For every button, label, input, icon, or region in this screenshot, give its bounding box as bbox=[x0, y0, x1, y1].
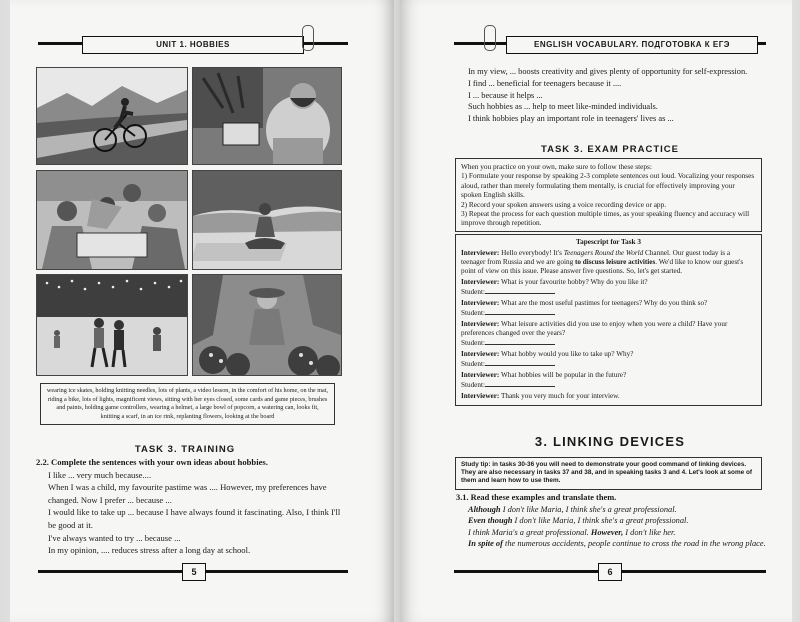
opinion-line-5: I think hobbies play an important role in teenagers' lives as ... bbox=[468, 114, 674, 124]
intro-channel-name: Teenagers Round the World bbox=[563, 248, 644, 257]
answer-line bbox=[485, 287, 555, 294]
student-label: Student: bbox=[461, 308, 485, 317]
question-2-text: What are the most useful pastimes for teenagers? Why do you think so? bbox=[501, 298, 708, 307]
example-2-keyword: Even though bbox=[468, 516, 513, 526]
photo-family-boardgame bbox=[36, 170, 188, 270]
interviewer-label: Interviewer: bbox=[461, 248, 500, 257]
opinion-line-1: In my view, ... boosts creativity and gives plenty of opportunity for self-expression. bbox=[468, 67, 748, 76]
question-3 bbox=[461, 320, 756, 349]
opinion-lines bbox=[456, 66, 766, 125]
practice-steps-box bbox=[455, 158, 762, 232]
tapescript-intro bbox=[461, 249, 756, 277]
paperclip-icon bbox=[484, 25, 496, 51]
interviewer-label: Interviewer: bbox=[461, 298, 500, 307]
question-4 bbox=[461, 350, 756, 369]
question-4-text: What hobby would you like to take up? Why? bbox=[501, 349, 634, 358]
example-4-text: the numerous accidents, people continue to cross the road in the wrong place. bbox=[502, 539, 766, 549]
answer-line bbox=[485, 308, 555, 315]
answer-line bbox=[485, 380, 555, 387]
tapescript-box bbox=[455, 234, 762, 406]
question-1-text: What is your favourite hobby? Why do you like it? bbox=[501, 277, 648, 286]
training-line-3: I would like to take up ... because I have always found it fascinating. Also, I think I'll be good at it. bbox=[48, 507, 341, 530]
answer-line bbox=[485, 359, 555, 366]
photo-woman-yoga bbox=[192, 170, 342, 270]
photo-cyclist-mountains bbox=[36, 67, 188, 165]
example-3-text: I don't like her. bbox=[623, 527, 676, 537]
interviewer-label: Interviewer: bbox=[461, 277, 500, 286]
paperclip-icon bbox=[302, 25, 314, 51]
photo-man-knitting bbox=[192, 67, 342, 165]
tapescript-title: Tapescript for Task 3 bbox=[576, 238, 641, 246]
example-3 bbox=[456, 527, 766, 539]
training-instruction: 2.2. Complete the sentences with your own ideas about hobbies. bbox=[36, 457, 268, 467]
photo-ice-rink bbox=[36, 274, 188, 376]
task-3-exam-practice-heading: TASK 3. EXAM PRACTICE bbox=[540, 144, 679, 155]
left-header-title: UNIT 1. HOBBIES bbox=[82, 36, 304, 54]
example-1-keyword: Although bbox=[468, 504, 501, 514]
right-header-rule bbox=[454, 42, 766, 57]
training-line-4: I've always wanted to try ... because ... bbox=[48, 532, 181, 543]
interviewer-label: Interviewer: bbox=[461, 319, 500, 328]
left-page bbox=[10, 0, 394, 622]
linking-instruction: 3.1. Read these examples and translate them. bbox=[456, 493, 617, 502]
question-5 bbox=[461, 371, 756, 390]
student-label: Student: bbox=[461, 380, 485, 389]
example-2 bbox=[456, 515, 766, 527]
practice-step-3: 3) Repeat the process for each question multiple times, as your speaking fluency and accuracy will improve through repetition. bbox=[461, 209, 750, 228]
practice-step-2: 2) Record your spoken answers using a voice recording device or app. bbox=[461, 199, 667, 209]
closing-line bbox=[461, 392, 756, 401]
interviewer-label: Interviewer: bbox=[461, 370, 500, 379]
question-5-text: What hobbies will be popular in the future? bbox=[501, 370, 627, 379]
interviewer-label: Interviewer: bbox=[461, 391, 500, 400]
intro-text-b: Channel. Our guest today is a teenager from Russia and we are going bbox=[461, 248, 731, 266]
example-4 bbox=[456, 538, 766, 550]
vocabulary-caption-box: wearing ice skates, holding knitting needles, lots of plants, a video lesson, in the comfort of his home, on the mat, riding a bike, lots of lights, magnificent views, sitting with her eyes closed, some cards and game pieces, brushes and paints, holding game controllers, wearing a helmet, a large bowl of popcorn, a watering can, looks fit, knitting a scarf, in an ice rink, replanting flowers, looking at the board bbox=[40, 383, 335, 425]
page-number-left: 5 bbox=[182, 563, 206, 581]
photo-gardening bbox=[192, 274, 342, 376]
student-label: Student: bbox=[461, 359, 485, 368]
training-line-5: In my opinion, .... reduces stress after a long day at school. bbox=[48, 545, 251, 556]
question-2 bbox=[461, 299, 756, 318]
student-label: Student: bbox=[461, 288, 485, 297]
right-header-title: ENGLISH VOCABULARY. ПОДГОТОВКА К ЕГЭ bbox=[506, 36, 758, 54]
student-label: Student: bbox=[461, 339, 485, 348]
example-3-pre: I think Maria's a great professional. bbox=[468, 527, 591, 537]
right-footer-rule bbox=[454, 567, 766, 577]
practice-step-1: 1) Formulate your response by speaking 2-3 complete sentences out loud. Vocalizing your responses aloud, rather than merely formulating them mentally, is crucial for effectively improving your spoken English skills. bbox=[461, 171, 755, 200]
intro-text-a: Hello everybody! It's bbox=[499, 248, 564, 257]
question-3-text: What leisure activities did you use to enjoy when you were a child? Have your preferences changed over the years? bbox=[461, 319, 728, 337]
page-number-right: 6 bbox=[598, 563, 622, 581]
example-2-text: I don't like Maria, I think she's a great professional. bbox=[512, 516, 689, 526]
left-header-rule bbox=[38, 42, 348, 57]
training-text bbox=[36, 456, 342, 557]
practice-step-intro: When you practice on your own, make sure to follow these steps: bbox=[461, 162, 652, 171]
intro-text-c: . We'd like to know our guest's point of view on this issue. Please answer five questions. So, let's get started. bbox=[461, 257, 744, 276]
intro-topic: to discuss leisure activities bbox=[574, 257, 656, 266]
example-3-keyword: However, bbox=[590, 527, 624, 537]
study-tip-box: Study tip: in tasks 30-36 you will need to demonstrate your good command of linking devices. They are also necessary in tasks 37 and 38, and in speaking tasks 3 and 4. Let's look at some of them and learn how to use them. bbox=[455, 457, 762, 490]
example-1-text: I don't like Maria, I think she's a great professional. bbox=[500, 504, 677, 514]
training-line-2: When I was a child, my favourite pastime was .... However, my preferences have changed. Now I prefer ... because ... bbox=[48, 482, 327, 505]
left-footer-rule bbox=[38, 567, 348, 577]
training-line-1: I like ... very much because.... bbox=[48, 469, 152, 480]
question-1 bbox=[461, 278, 756, 297]
opinion-line-3: I ... because it helps ... bbox=[468, 90, 543, 100]
linking-examples bbox=[456, 492, 766, 550]
interviewer-label: Interviewer: bbox=[461, 349, 500, 358]
opinion-line-4: Such hobbies as ... help to meet like-minded individuals. bbox=[468, 102, 658, 112]
example-4-keyword: In spite of bbox=[468, 539, 503, 549]
example-1 bbox=[456, 504, 766, 516]
opinion-line-2: I find ... beneficial for teenagers because it .... bbox=[468, 78, 622, 88]
closing-text: Thank you very much for your interview. bbox=[501, 391, 620, 400]
task-3-training-heading: TASK 3. TRAINING bbox=[134, 444, 236, 455]
answer-line bbox=[485, 338, 555, 345]
linking-devices-heading: 3. LINKING DEVICES bbox=[534, 434, 686, 449]
